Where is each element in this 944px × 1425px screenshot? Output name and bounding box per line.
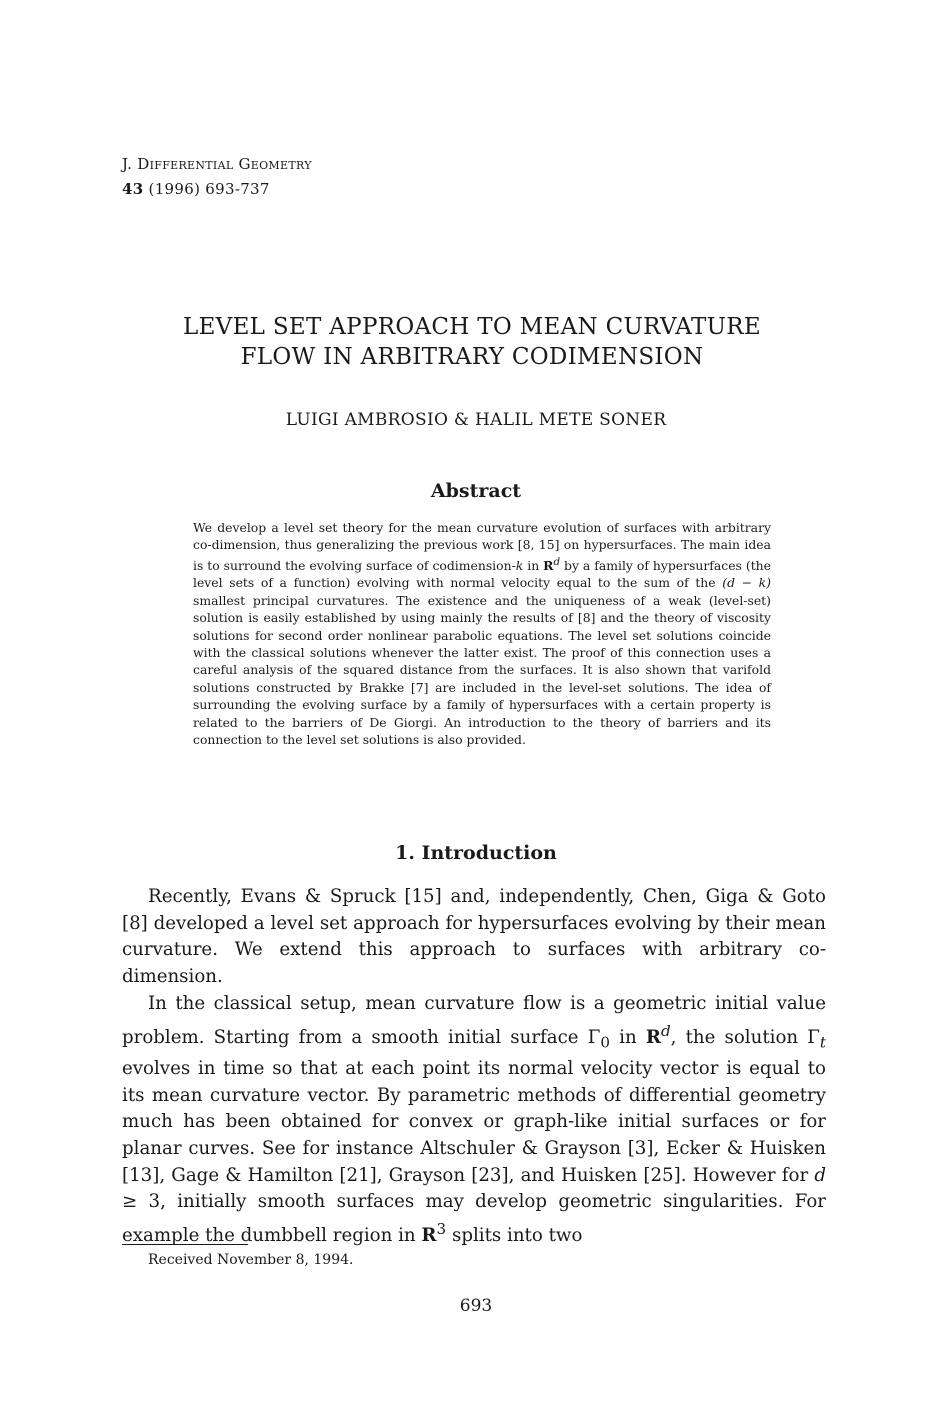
- intro-paragraph-1: Recently, Evans & Spruck [15] and, independently, Chen, Giga & Goto [8] developed a level set approach for hypersurfaces evolving by their mean curvature. We extend this approach to surfaces with arbitrary co-dimension.: [122, 886, 826, 988]
- introduction-body: [122, 884, 826, 1250]
- paper-title: [100, 312, 844, 372]
- title-line-1: LEVEL SET APPROACH TO MEAN CURVATURE: [183, 314, 761, 340]
- journal-name: J. Differential Geometry: [122, 155, 312, 173]
- section-heading: 1. Introduction: [395, 842, 557, 864]
- page-number: 693: [459, 1296, 493, 1316]
- intro-paragraph-2: In the classical setup, mean curvature flow is a geometric initial value problem. Starting from a smooth initial surface $\Gamma_0$ in $R^d$, the solution $\Gamma_t$ evolves in time so that at each point its normal velocity vector is equal to its mean curvature vector. By parametric methods of differential geometry much has been obtained for convex or graph-like initial surfaces or for planar curves. See for instance Altschuler & Grayson [3], Ecker & Huisken [13], Gage & Hamilton [21], Grayson [23], and Huisken [25]. However for d ≥ 3, initially smooth surfaces may develop geometric singularities. For example the dumbbell region in $R^3$ splits into two: [122, 992, 826, 1247]
- title-line-2: FLOW IN ARBITRARY CODIMENSION: [240, 344, 704, 370]
- authors: LUIGI AMBROSIO & HALIL METE SONER: [285, 410, 667, 430]
- abstract-heading: Abstract: [430, 480, 522, 502]
- journal-header: [122, 152, 312, 202]
- footnote: Received November 8, 1994.: [148, 1252, 354, 1268]
- journal-volume: 43 (1996) 693-737: [122, 180, 270, 198]
- abstract-body: We develop a level set theory for the mean curvature evolution of surfaces with arbitrary co-dimension, thus generalizing the previous work [8, 15] on hypersurfaces. The main idea is to surround the evolving surface of codimension-k in $R^d$ by a family of hypersurfaces (the level sets of a function) evolving with normal velocity equal to the sum of the (d − k) smallest principal curvatures. The existence and the uniqueness of a weak (level-set) solution is easily established by using mainly the results of [8] and the theory of viscosity solutions for second order nonlinear parabolic equations. The level set solutions coincide with the classical solutions whenever the latter exist. The proof of this connection uses a careful analysis of the squared distance from the surfaces. It is also shown that varifold solutions constructed by Brakke [7] are included in the level-set solutions. The idea of surrounding the evolving surface by a family of hypersurfaces with a certain property is related to the barriers of De Giorgi. An introduction to the theory of barriers and its connection to the level set solutions is also provided.: [193, 520, 772, 747]
- footnote-rule: [122, 1244, 248, 1245]
